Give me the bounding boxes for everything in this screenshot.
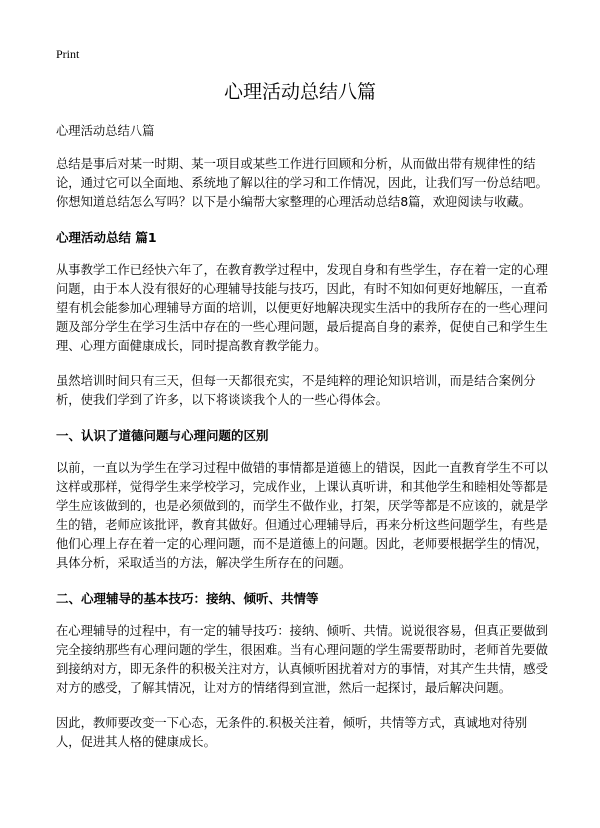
document-body (56, 122, 550, 768)
document-subtitle: 心理活动总结八篇 (56, 124, 155, 138)
print-label: Print (56, 47, 80, 61)
body-paragraph: 虽然培训时间只有三天，但每一天都很充实，不是纯粹的理论知识培训，而是结合案例分析，使我们学到了许多，以下将谈谈我个人的一些心得体会。 (56, 374, 536, 407)
body-paragraph: 在心理辅导的过程中，有一定的辅导技巧：接纳、倾听、共情。说说很容易，但真正要做到完全接纳那些有心理问题的学生，很困难。当有心理问题的学生需要帮助时，老师首先要做到接纳对方，即无条件的积极关注对方，认真倾听困扰着对方的事情，对其产生共情，感受对方的感受，了解其情况，让对方的情绪得到宣泄，然后一起探讨，最后解决问题。 (56, 624, 548, 695)
subsection-heading: 二、心理辅导的基本技巧：接纳、倾听、共情等 (56, 591, 319, 606)
body-paragraph: 以前，一直以为学生在学习过程中做错的事情都是道德上的错误，因此一直教育学生不可以这样或那样，觉得学生来学校学习，完成作业，上课认真听讲，和其他学生和睦相处等都是学生应该做到的，也是必须做到的，而学生不做作业，打架，厌学等都是不应该的，就是学生的错，老师应该批评，教育其做好。但通过心理辅导后，再来分析这些问题学生，有些是他们心理上存在着一定的心理问题，而不是道德上的问题。因此，老师要根据学生的情况，具体分析，采取适当的方法，解决学生所存在的问题。 (56, 461, 548, 570)
section-heading: 心理活动总结 篇1 (56, 230, 157, 245)
subsection-heading: 一、认识了道德问题与心理问题的区别 (56, 428, 269, 443)
body-paragraph: 因此，教师要改变一下心态，无条件的.积极关注着，倾听，共情等方式，真诚地对待别人，促进其人格的健康成长。 (56, 716, 528, 749)
body-paragraph: 从事教学工作已经快六年了，在教育教学过程中，发现自身和有些学生，存在着一定的心理问题，由于本人没有很好的心理辅导技能与技巧，因此，有时不知如何更好地解压，一直希望有机会能参加心理辅导方面的培训，以便更好地解决现实生活中的我所存在的一些心理问题及部分学生在学习生活中存在的一些心理问题，最后提高自身的素养，促使自己和学生生理、心理方面健康成长，同时提高教育教学能力。 (56, 263, 548, 353)
page-title: 心理活动总结八篇 (223, 81, 376, 103)
intro-paragraph: 总结是事后对某一时期、某一项目或某些工作进行回顾和分析，从而做出带有规律性的结论，通过它可以全面地、系统地了解以往的学习和工作情况，因此，让我们写一份总结吧。你想知道总结怎么写吗？以下是小编帮大家整理的心理活动总结8篇，欢迎阅读与收藏。 (56, 157, 548, 209)
